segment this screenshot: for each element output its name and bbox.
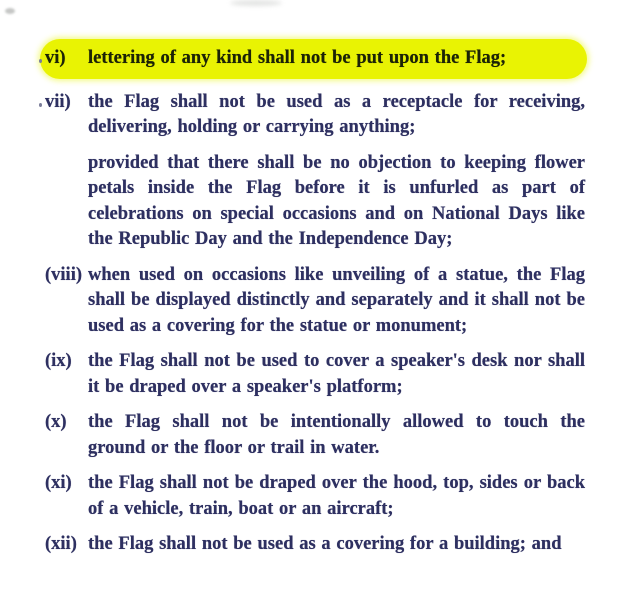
clause-vii-body [88, 90, 585, 253]
clause-x [45, 410, 585, 461]
clause-viii-marker: (viii) [45, 264, 82, 285]
clause-x-text: the Flag shall not be intentionally allowed to touch the ground or the floor or trail in water. [88, 412, 585, 458]
clause-xi-marker: (xi) [45, 473, 72, 493]
clause-ix-text: the Flag shall not be used to cover a speaker's desk nor shall it be draped over a speaker's platform; [88, 351, 585, 397]
clause-vii-text: the Flag shall not be used as a receptacle for receiving, delivering, holding or carrying anything; [88, 91, 585, 137]
clause-xii-text: the Flag shall not be used as a covering for a building; and [88, 534, 562, 554]
clause-ix-marker: (ix) [45, 351, 72, 371]
scan-speck [5, 8, 15, 14]
scan-smudge [230, 0, 282, 6]
clause-viii [45, 263, 585, 340]
clause-vii [45, 90, 585, 253]
clause-vi-text: lettering of any kind shall not be put upon the Flag; [88, 48, 507, 68]
clause-ix [45, 349, 585, 400]
clause-x-marker: (x) [45, 412, 67, 432]
clause-vi-marker: vi) [45, 46, 88, 72]
clause-xii [45, 532, 585, 558]
clause-xii-marker: (xii) [45, 534, 77, 554]
clause-vii-proviso: provided that there shall be no objection to keeping flower petals inside the Flag before it is unfurled as part of celebrations on special occasions and on National Days like the Republic Day and the Independence Day; [88, 152, 585, 249]
clause-xi [45, 471, 585, 522]
clause-vii-marker: vii) [45, 90, 88, 253]
clause-viii-text: when used on occasions like unveiling of a statue, the Flag shall be displayed distinctly and separately and it shall not be used as a covering for the statue or monument; [88, 264, 585, 336]
clause-xi-text: the Flag shall not be draped over the hood, top, sides or back of a vehicle, train, boat or an aircraft; [88, 473, 585, 519]
clause-vi [45, 46, 585, 72]
